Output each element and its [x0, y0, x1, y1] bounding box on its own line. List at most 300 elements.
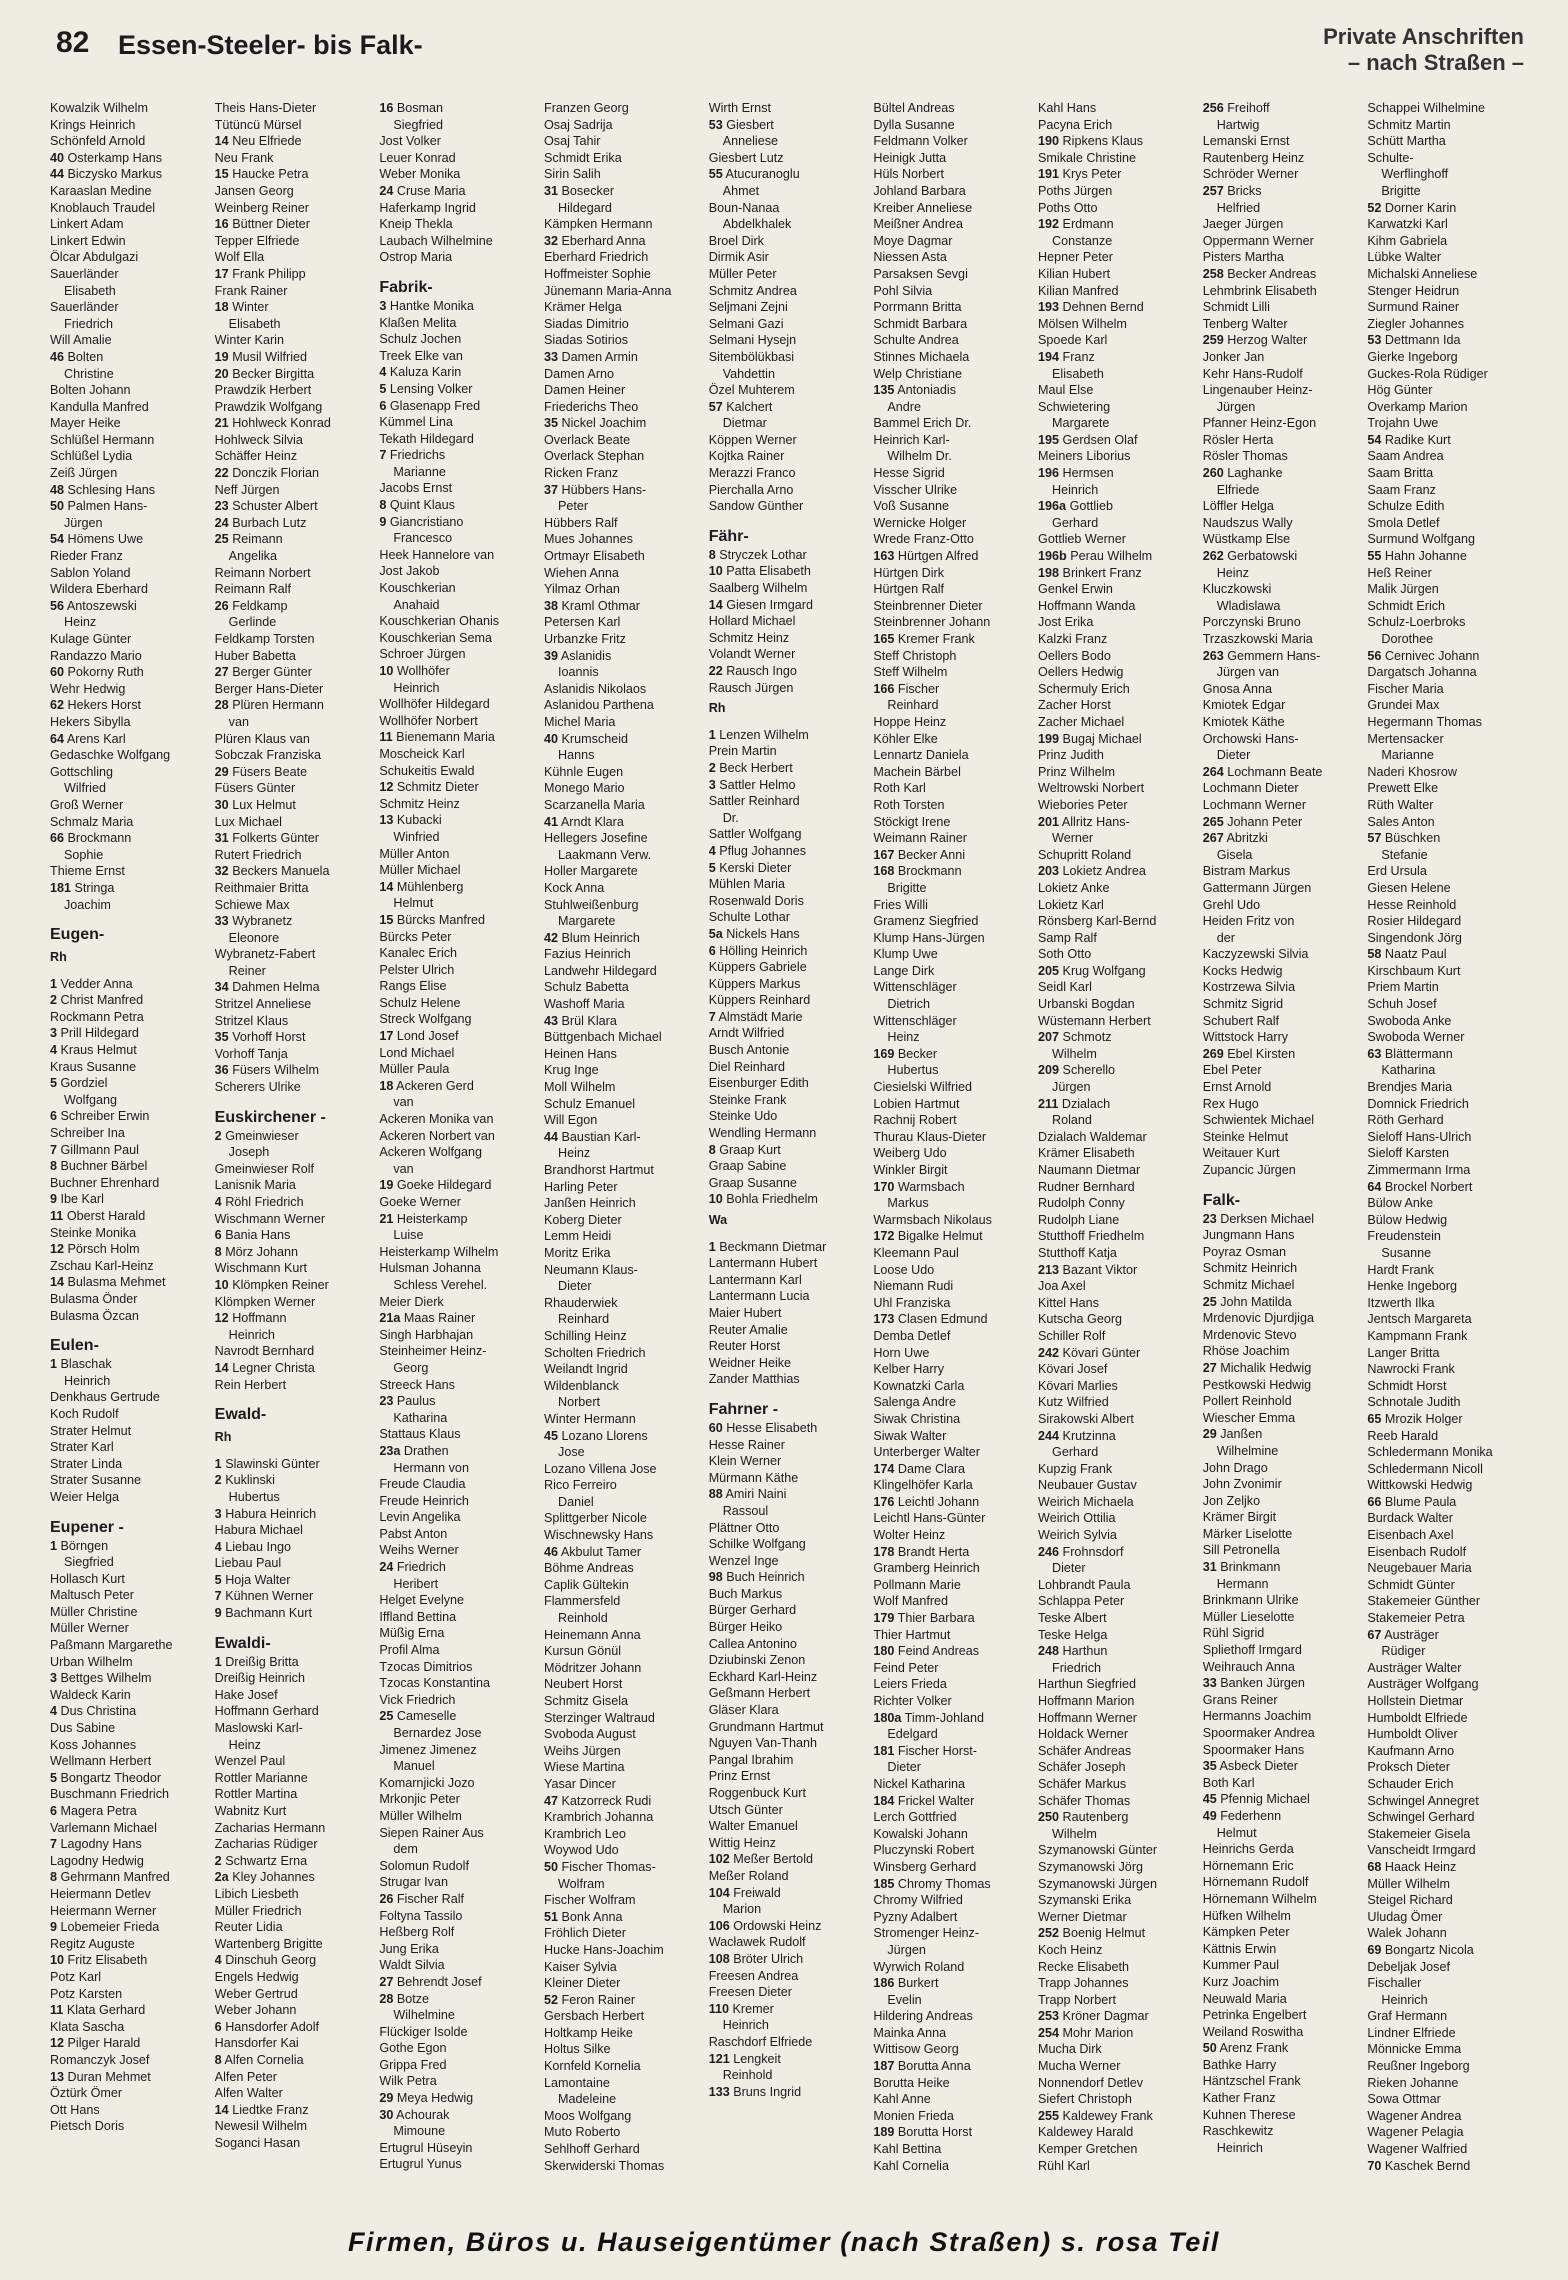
resident-name: Hoppe Heinz — [873, 714, 947, 729]
house-number: 51 — [544, 1909, 559, 1924]
resident-entry — [215, 1820, 374, 1837]
resident-entry — [379, 1277, 538, 1294]
resident-entry — [1367, 913, 1526, 930]
resident-entry — [379, 1194, 538, 1211]
resident-name: Newesil Wilhelm — [214, 2119, 308, 2134]
resident-entry — [544, 664, 703, 681]
resident-entry — [544, 880, 703, 897]
resident-name: Achourak — [396, 2107, 450, 2122]
resident-entry — [544, 266, 703, 283]
resident-entry — [50, 847, 209, 864]
resident-name: Stromenger Heinz- — [873, 1926, 980, 1941]
resident-entry — [379, 829, 538, 846]
resident-entry — [544, 1145, 703, 1162]
header-category-line2: – nach Straßen – — [1347, 50, 1524, 75]
resident-entry — [1203, 880, 1362, 897]
resident-entry — [379, 348, 538, 365]
resident-name: Dieter — [887, 1760, 921, 1775]
resident-name: Wilhelm — [1052, 1046, 1097, 1061]
resident-entry — [1203, 482, 1362, 499]
resident-entry — [1367, 1461, 1526, 1478]
resident-name: Steinke Monika — [50, 1225, 137, 1240]
resident-entry — [709, 133, 868, 150]
resident-entry — [544, 930, 703, 947]
resident-entry — [215, 1952, 374, 1969]
resident-entry — [379, 530, 538, 547]
resident-entry — [379, 1808, 538, 1825]
resident-name: Washoff Maria — [544, 997, 625, 1012]
resident-name: Lemanski Ernst — [1202, 134, 1290, 149]
resident-name: Winter — [232, 300, 269, 315]
resident-name: Markus — [887, 1196, 929, 1211]
house-number: 41 — [544, 814, 559, 829]
resident-entry — [50, 1554, 209, 1571]
resident-entry — [50, 1753, 209, 1770]
resident-name: Spoormaker Andrea — [1202, 1726, 1315, 1740]
resident-name: Maas Rainer — [403, 1311, 476, 1326]
resident-entry — [215, 1986, 374, 2003]
resident-entry — [1367, 100, 1526, 117]
resident-entry — [1203, 1791, 1362, 1808]
resident-entry — [1367, 2041, 1526, 2058]
resident-name: Poths Jürgen — [1038, 183, 1113, 198]
resident-entry — [709, 1619, 868, 1636]
resident-entry — [1203, 2140, 1362, 2157]
resident-name: Fritz Elisabeth — [67, 1953, 148, 1968]
resident-entry — [215, 1260, 374, 1277]
resident-name: Harthun Siegfried — [1038, 1677, 1137, 1692]
resident-entry — [873, 1262, 1032, 1279]
house-number: 1 — [214, 1654, 222, 1669]
resident-name: Vorhoff Tanja — [214, 1046, 288, 1061]
resident-name: Harthun — [1062, 1644, 1108, 1659]
resident-entry — [1203, 1841, 1362, 1858]
resident-name: Uhl Franziska — [873, 1295, 951, 1310]
house-number: 50 — [544, 1859, 559, 1874]
resident-entry — [1038, 830, 1197, 847]
resident-entry — [1038, 1444, 1197, 1461]
resident-entry — [215, 1786, 374, 1803]
resident-name: Jost Jakob — [379, 564, 440, 579]
resident-name: Wirth Ernst — [708, 101, 771, 115]
resident-entry — [215, 1489, 374, 1506]
resident-name: Sauerländer — [50, 266, 119, 281]
resident-name: Kahl Bettina — [873, 2142, 942, 2157]
resident-entry — [1038, 1179, 1197, 1196]
resident-entry — [1367, 1029, 1526, 1046]
resident-name: Bülow Anke — [1367, 1196, 1434, 1211]
resident-entry — [50, 814, 209, 831]
resident-entry — [215, 1687, 374, 1704]
resident-entry — [1038, 1693, 1197, 1710]
resident-name: Schmitz Gisela — [544, 1694, 628, 1708]
resident-name: Kraus Susanne — [50, 1059, 137, 1074]
resident-entry — [1038, 946, 1197, 963]
house-number: 267 — [1202, 831, 1224, 846]
resident-name: Erd Ursula — [1367, 864, 1427, 879]
resident-name: Hepner Peter — [1038, 250, 1113, 265]
resident-name: Schlüßel Lydia — [50, 449, 133, 464]
resident-entry — [873, 863, 1032, 880]
resident-entry — [215, 1670, 374, 1687]
resident-name: Steff Wilhelm — [873, 665, 948, 680]
resident-entry — [379, 381, 538, 398]
resident-name: Mrdenovic Djurdjiga — [1202, 1311, 1314, 1326]
resident-entry — [873, 1527, 1032, 1544]
resident-entry — [544, 1842, 703, 1859]
resident-name: Koch Heinz — [1038, 1942, 1103, 1957]
resident-entry — [50, 332, 209, 349]
resident-name: Liebau Ingo — [225, 1539, 292, 1554]
resident-name: dem — [393, 1842, 418, 1857]
resident-entry — [50, 2035, 209, 2052]
resident-entry — [873, 150, 1032, 167]
resident-name: Schuh Josef — [1367, 997, 1437, 1012]
resident-entry — [873, 1975, 1032, 1992]
resident-name: Luise — [393, 1228, 424, 1243]
resident-name: Wilhelm — [1052, 1826, 1097, 1841]
resident-name: Humboldt Oliver — [1367, 1727, 1458, 1742]
resident-entry — [1367, 1428, 1526, 1445]
resident-entry — [1367, 183, 1526, 200]
resident-entry — [709, 1255, 868, 1272]
resident-name: Legner Christa — [232, 1360, 315, 1375]
resident-name: Liedtke Franz — [232, 2102, 309, 2117]
house-number: 9 — [214, 1606, 222, 1621]
resident-name: Mühlenberg — [396, 879, 464, 894]
resident-name: Lerch Gottfried — [873, 1810, 957, 1825]
resident-name: Gnosa Anna — [1202, 681, 1273, 696]
resident-entry — [1038, 1311, 1197, 1328]
house-number: 21 — [214, 416, 229, 431]
resident-entry — [1367, 1345, 1526, 1362]
house-number: 53 — [708, 117, 723, 132]
resident-entry — [873, 448, 1032, 465]
resident-name: Rösler Herta — [1202, 432, 1274, 447]
resident-name: Kemper Gretchen — [1038, 2142, 1138, 2157]
resident-name: Mayer Heike — [50, 416, 121, 431]
resident-entry — [544, 399, 703, 416]
house-number: 1 — [50, 1538, 58, 1553]
resident-entry — [215, 681, 374, 698]
resident-name: Hömens Uwe — [67, 532, 144, 547]
resident-name: Kövari Günter — [1062, 1345, 1141, 1360]
resident-name: Jung Erika — [379, 1941, 439, 1956]
resident-name: Sowa Ottmar — [1367, 2092, 1441, 2107]
resident-name: Dieter — [1216, 748, 1251, 763]
resident-entry — [215, 2002, 374, 2019]
resident-entry — [1367, 946, 1526, 963]
resident-entry — [379, 1227, 538, 1244]
house-number: 2 — [50, 993, 58, 1008]
resident-name: Schulz Jochen — [379, 332, 462, 347]
house-number: 21 — [379, 1211, 394, 1226]
resident-name: Schwietering — [1038, 399, 1111, 414]
resident-entry — [873, 1710, 1032, 1727]
resident-entry — [1367, 332, 1526, 349]
resident-entry — [873, 565, 1032, 582]
resident-entry — [709, 1685, 868, 1702]
resident-entry — [544, 1394, 703, 1411]
resident-name: Kaldewey Frank — [1062, 2108, 1153, 2123]
resident-name: Feldmann Volker — [873, 134, 968, 149]
house-number: 9 — [50, 1920, 58, 1935]
resident-name: Dziubinski Zenon — [708, 1653, 806, 1668]
house-number: 6 — [214, 2019, 222, 2034]
house-number: 60 — [708, 1420, 723, 1435]
resident-name: Tenberg Walter — [1202, 316, 1288, 331]
resident-name: Dettmann Ida — [1384, 333, 1461, 348]
resident-entry — [50, 2069, 209, 2086]
resident-name: Christine — [64, 366, 114, 381]
resident-entry — [1038, 1859, 1197, 1876]
resident-entry — [379, 1526, 538, 1543]
resident-name: Siwak Walter — [873, 1428, 947, 1443]
resident-entry — [1367, 1776, 1526, 1793]
resident-name: Wrede Franz-Otto — [873, 532, 974, 547]
resident-entry — [379, 2090, 538, 2107]
resident-name: Woywod Udo — [544, 1843, 619, 1858]
resident-entry — [1038, 996, 1197, 1013]
resident-name: Schwientek Michael — [1202, 1113, 1314, 1128]
resident-name: der — [1216, 930, 1235, 945]
resident-name: Engels Hedwig — [214, 1969, 299, 1984]
resident-name: Brockmann — [897, 864, 962, 879]
resident-entry — [50, 764, 209, 781]
resident-entry — [873, 1394, 1032, 1411]
resident-entry — [1038, 1361, 1197, 1378]
resident-name: Ertugrul Yunus — [379, 2157, 462, 2172]
resident-name: Frohnsdorf — [1062, 1544, 1124, 1559]
resident-name: Spoede Karl — [1038, 333, 1108, 348]
resident-entry — [1367, 1328, 1526, 1345]
resident-name: Tepper Elfriede — [214, 233, 300, 248]
house-number: 3 — [50, 1026, 58, 1041]
resident-entry — [379, 597, 538, 614]
resident-entry — [544, 515, 703, 532]
house-number: 172 — [873, 1229, 895, 1244]
resident-name: Schäffer Heinz — [214, 449, 298, 464]
resident-entry — [1203, 1957, 1362, 1974]
resident-name: Giesen Irmgard — [726, 597, 813, 612]
resident-entry — [50, 780, 209, 797]
house-number: 196b — [1038, 549, 1067, 564]
resident-entry — [544, 531, 703, 548]
resident-name: Gerhard — [1052, 515, 1099, 530]
resident-name: Hörnemann Wilhelm — [1202, 1891, 1317, 1906]
resident-name: Kahl Anne — [873, 2092, 931, 2107]
resident-name: Jon Zeljko — [1202, 1493, 1261, 1508]
house-number: 40 — [544, 731, 559, 746]
house-number: 37 — [544, 482, 559, 497]
resident-name: Reiner — [228, 963, 266, 978]
resident-name: Dreißig Britta — [225, 1654, 299, 1669]
resident-entry — [1038, 366, 1197, 383]
resident-entry — [709, 183, 868, 200]
district-label: Rh — [50, 950, 67, 965]
resident-name: Graf Hermann — [1367, 2009, 1448, 2024]
resident-name: Neugebauer Maria — [1367, 1561, 1472, 1576]
resident-entry — [1203, 1013, 1362, 1030]
resident-entry — [1038, 1826, 1197, 1843]
resident-name: Naudszus Wally — [1202, 515, 1293, 530]
resident-entry — [544, 1378, 703, 1395]
resident-entry — [1203, 1526, 1362, 1543]
resident-entry — [709, 926, 868, 943]
resident-name: Hüfken Wilhelm — [1202, 1908, 1291, 1923]
resident-entry — [50, 432, 209, 449]
resident-entry — [709, 1009, 868, 1026]
resident-entry — [215, 930, 374, 947]
resident-name: Meißner Andrea — [873, 217, 963, 232]
resident-entry — [1367, 1676, 1526, 1693]
resident-name: Dr. — [722, 810, 739, 825]
house-number: 12 — [50, 1242, 65, 1257]
resident-name: Prinz Judith — [1038, 748, 1104, 763]
house-number: 35 — [1202, 1759, 1217, 1774]
resident-entry — [50, 200, 209, 217]
resident-name: Dylla Susanne — [873, 117, 955, 132]
resident-entry — [1038, 1494, 1197, 1511]
resident-entry — [1038, 448, 1197, 465]
resident-name: Schmidt Günter — [1367, 1577, 1455, 1592]
house-number: 168 — [873, 864, 895, 879]
resident-entry — [709, 233, 868, 250]
resident-name: Friedrich — [396, 1560, 446, 1575]
resident-name: Paßmann Margarethe — [50, 1638, 173, 1653]
resident-name: Becker Birgitta — [232, 366, 315, 381]
resident-name: Bonk Anna — [561, 1909, 623, 1924]
resident-entry — [1038, 2158, 1197, 2175]
resident-entry — [709, 150, 868, 167]
resident-entry — [873, 747, 1032, 764]
resident-entry — [1203, 847, 1362, 864]
resident-name: Ott Hans — [50, 2102, 100, 2117]
resident-entry — [1367, 200, 1526, 217]
resident-entry — [379, 447, 538, 464]
resident-entry — [873, 1145, 1032, 1162]
resident-entry — [215, 332, 374, 349]
house-number: 29 — [379, 2091, 394, 2106]
resident-name: Fazius Heinrich — [544, 947, 631, 962]
resident-name: Sirakowski Albert — [1038, 1411, 1134, 1426]
resident-name: Nonnendorf Detlev — [1038, 2075, 1144, 2090]
resident-entry — [873, 1942, 1032, 1959]
resident-entry — [1203, 814, 1362, 831]
resident-name: Ziegler Johannes — [1367, 316, 1464, 331]
resident-entry — [1367, 1112, 1526, 1129]
resident-name: Siegfried — [393, 117, 444, 132]
resident-entry — [1038, 631, 1197, 648]
resident-name: Baustian Karl- — [561, 1129, 641, 1144]
directory-column — [215, 100, 374, 2220]
resident-entry — [709, 1371, 868, 1388]
resident-entry — [215, 150, 374, 167]
resident-entry — [709, 992, 868, 1009]
resident-entry — [215, 448, 374, 465]
resident-name: Gmeinwieser Rolf — [214, 1161, 315, 1176]
resident-entry — [379, 1061, 538, 1078]
resident-name: Lux Helmut — [232, 797, 296, 812]
resident-name: Pokorny Ruth — [67, 665, 144, 680]
street-heading: Fabrik- — [379, 278, 433, 296]
resident-entry — [215, 1703, 374, 1720]
resident-entry — [873, 897, 1032, 914]
resident-name: Petersen Karl — [544, 615, 621, 630]
resident-name: Buchner Ehrenhard — [50, 1175, 160, 1190]
resident-entry — [379, 315, 538, 332]
resident-entry — [1203, 133, 1362, 150]
resident-entry — [544, 1477, 703, 1494]
house-number: 24 — [379, 183, 394, 198]
resident-name: Kojtka Rainer — [708, 449, 785, 464]
resident-name: Bazant Viktor — [1062, 1262, 1138, 1277]
house-number: 165 — [873, 632, 895, 646]
directory-column — [873, 100, 1032, 2220]
house-number: 48 — [50, 482, 65, 497]
resident-entry — [709, 382, 868, 399]
resident-entry — [544, 863, 703, 880]
resident-name: Dus Sabine — [50, 1721, 116, 1736]
resident-name: Büttner Dieter — [232, 217, 310, 232]
resident-entry — [379, 945, 538, 962]
house-number: 32 — [214, 864, 229, 879]
resident-entry — [544, 1710, 703, 1727]
resident-name: Plättner Otto — [708, 1520, 780, 1535]
resident-name: Dreißig Heinrich — [214, 1671, 305, 1686]
resident-name: Schubert Ralf — [1202, 1013, 1280, 1028]
resident-name: Katharina — [393, 1410, 448, 1425]
resident-name: Brendjes Maria — [1367, 1080, 1453, 1095]
resident-entry — [50, 166, 209, 183]
resident-entry — [544, 1212, 703, 1229]
resident-name: Wenzel Inge — [708, 1553, 779, 1568]
resident-entry — [709, 1868, 868, 1885]
resident-entry — [709, 1735, 868, 1752]
resident-name: Johann Peter — [1227, 814, 1303, 829]
directory-columns — [50, 100, 1526, 2220]
resident-name: Swoboda Werner — [1367, 1030, 1465, 1045]
house-number: 7 — [50, 1142, 58, 1157]
resident-name: Stattaus Klaus — [379, 1427, 461, 1442]
resident-entry — [1367, 1129, 1526, 1146]
resident-name: Müller Werner — [50, 1621, 129, 1636]
house-number: 25 — [214, 532, 229, 547]
resident-name: Eisenburger Edith — [708, 1076, 809, 1091]
resident-name: Neuwald Maria — [1202, 1991, 1287, 2006]
resident-name: Lantermann Lucia — [708, 1289, 810, 1304]
resident-entry — [50, 515, 209, 532]
resident-entry — [709, 1984, 868, 2001]
resident-name: Pollert Reinhold — [1202, 1394, 1292, 1409]
resident-name: Bernardez Jose — [393, 1726, 482, 1740]
house-number: 269 — [1202, 1046, 1224, 1061]
resident-entry — [379, 779, 538, 796]
resident-name: Hulsman Johanna — [379, 1261, 481, 1276]
resident-name: Schmitz Heinz — [379, 796, 460, 811]
resident-name: Bulasma Önder — [50, 1291, 138, 1306]
resident-entry — [50, 1472, 209, 1489]
resident-name: Kaschek Bernd — [1384, 2158, 1471, 2173]
house-number: 53 — [1367, 333, 1382, 348]
resident-entry — [1038, 847, 1197, 864]
street-heading: Fahrner - — [708, 1400, 779, 1418]
resident-entry — [873, 664, 1032, 681]
resident-name: Küppers Gabriele — [708, 960, 807, 975]
resident-entry — [215, 1770, 374, 1787]
resident-name: Caplik Gültekin — [544, 1577, 629, 1592]
resident-name: Zschau Karl-Heinz — [50, 1258, 154, 1273]
